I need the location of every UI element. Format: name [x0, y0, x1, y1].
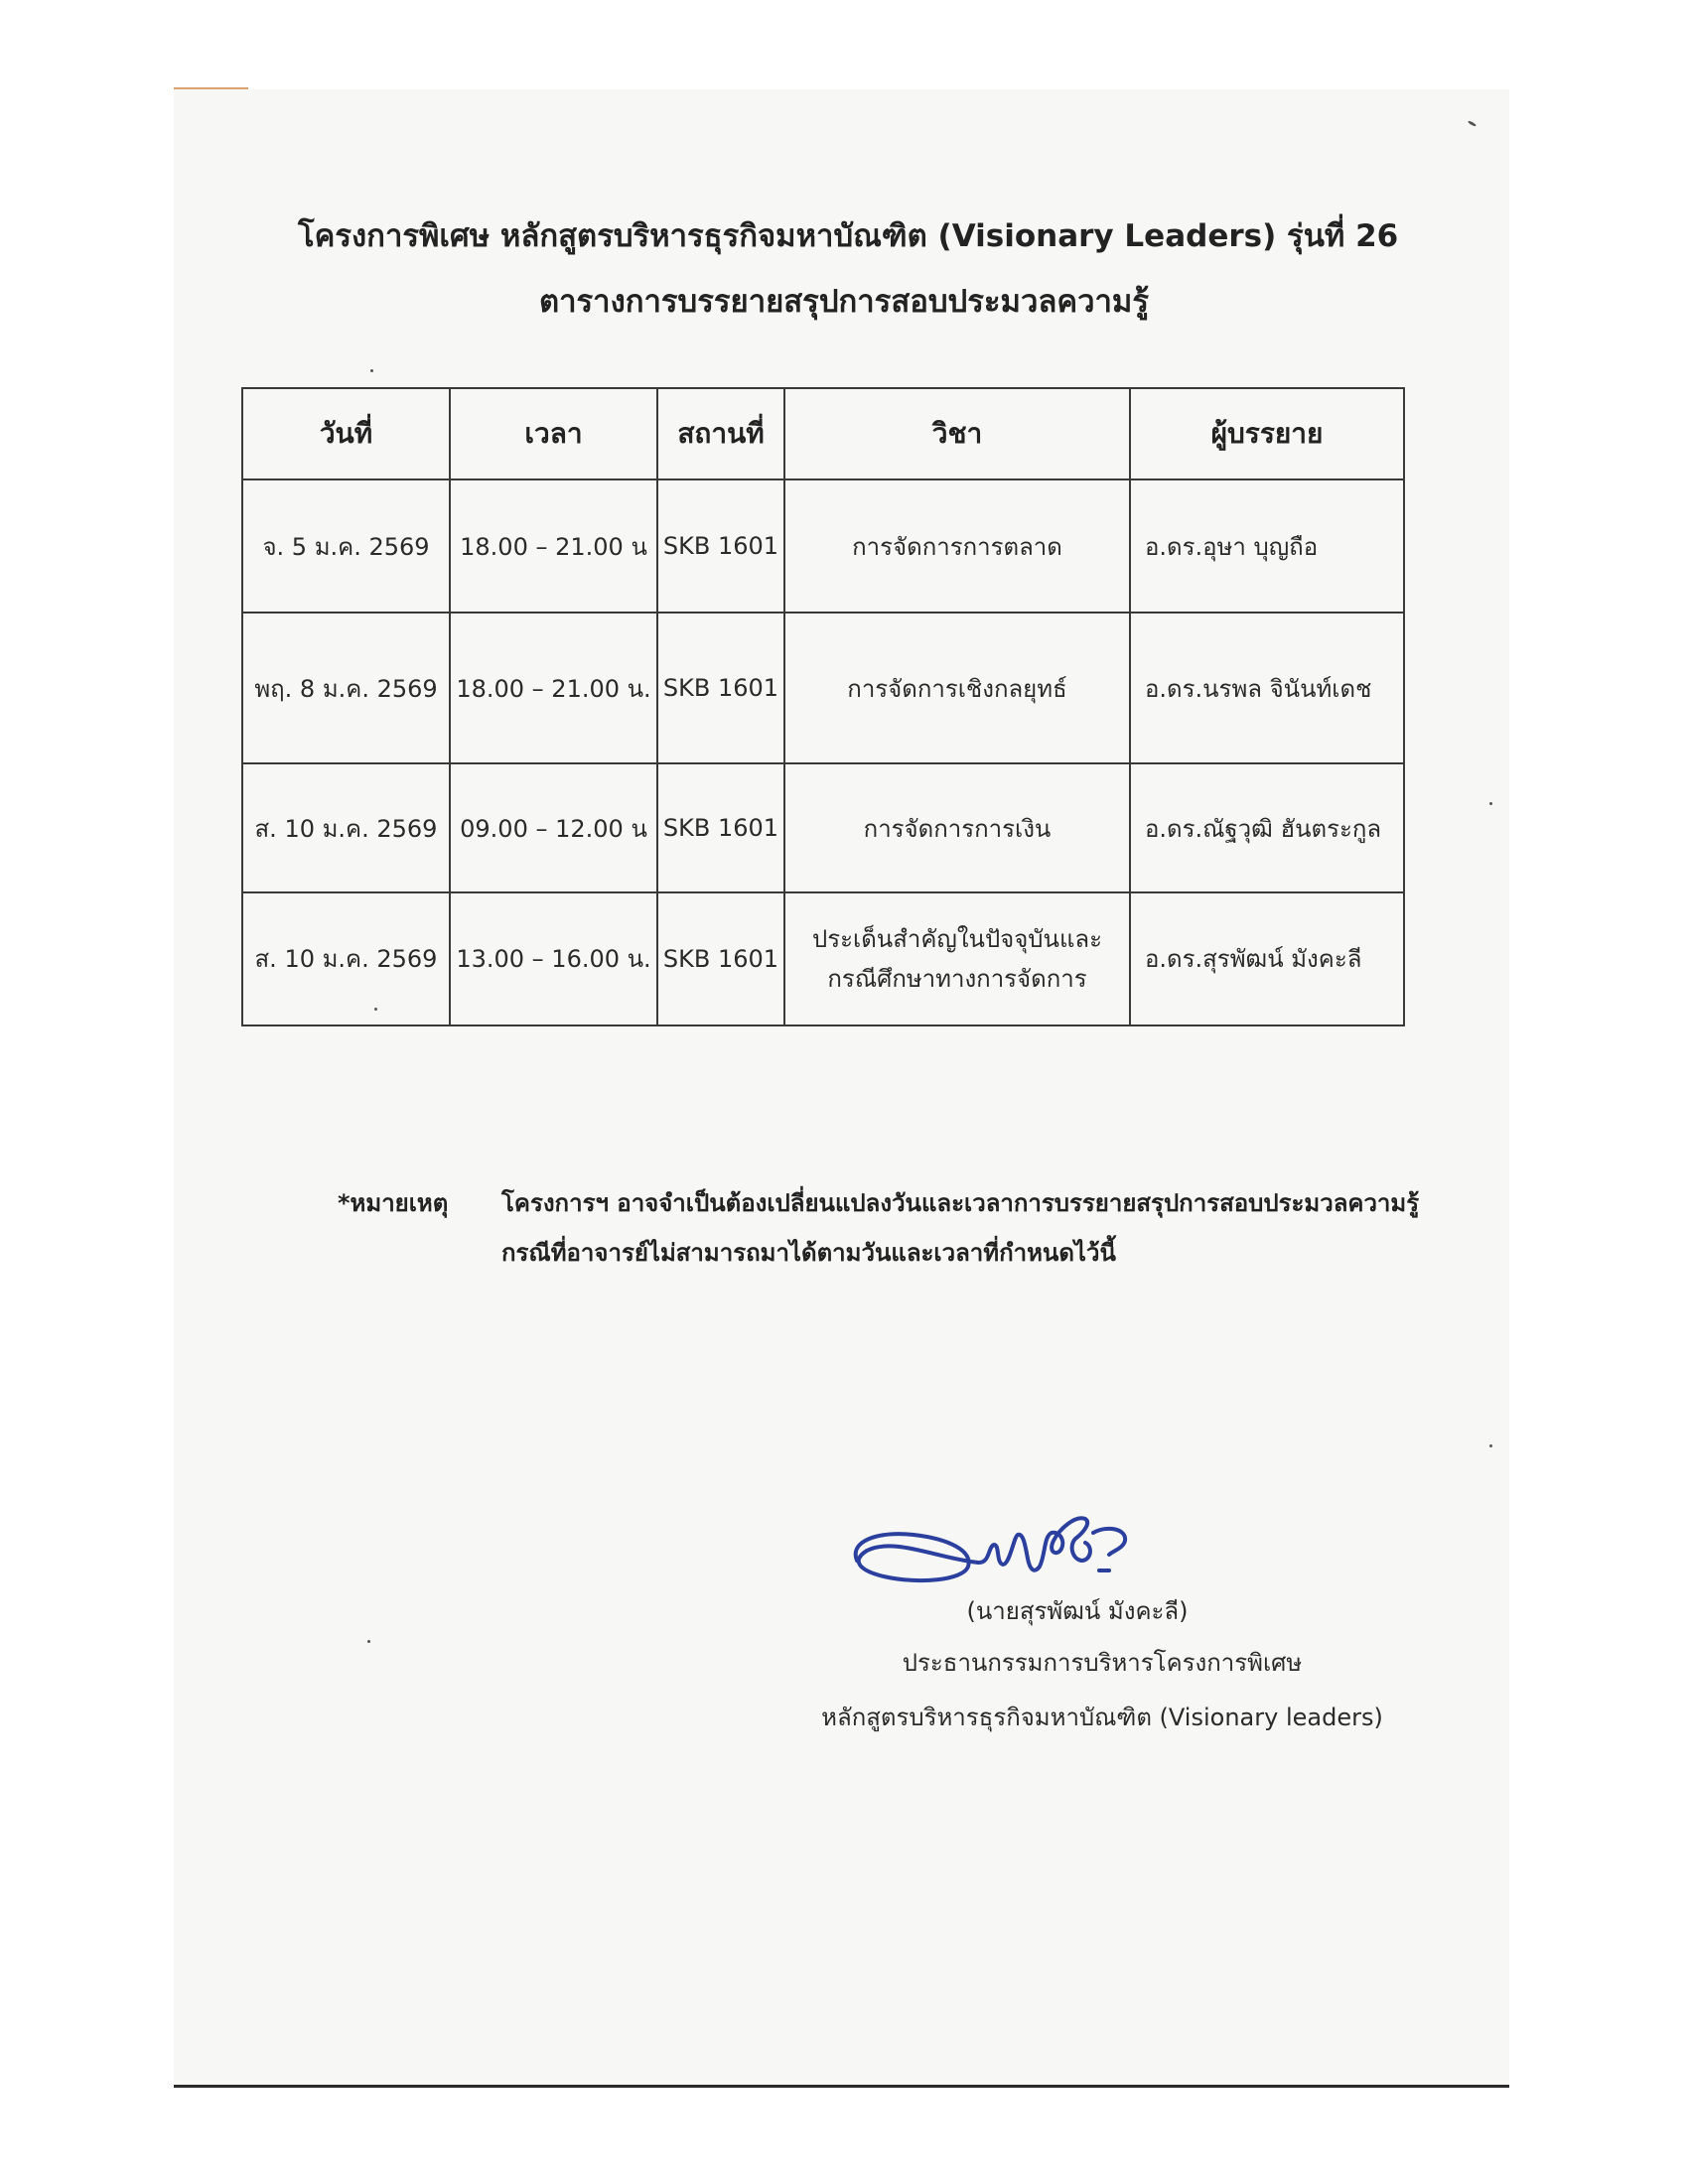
paper-edge-top: [174, 87, 248, 89]
cell-time: 18.00 – 21.00 น: [450, 479, 657, 613]
cell-lecturer: อ.ดร.นรพล จินันท์เดช: [1130, 613, 1404, 763]
cell-time: 09.00 – 12.00 น: [450, 763, 657, 892]
table-row: [242, 613, 1404, 763]
cell-subject: การจัดการการเงิน: [784, 763, 1130, 892]
cell-place: SKB 1601: [657, 479, 784, 613]
cell-date: ส. 10 ม.ค. 2569: [242, 892, 450, 1025]
header-place: สถานที่: [657, 388, 784, 479]
cell-place: SKB 1601: [657, 763, 784, 892]
signatory-program: หลักสูตรบริหารธุรกิจมหาบัณฑิต (Visionary leaders): [821, 1704, 1383, 1731]
note-text-line-1: โครงการฯ อาจจำเป็นต้องเปลี่ยนแปลงวันและเวลาการบรรยายสรุปการสอบประมวลความรู้: [501, 1189, 1420, 1217]
document-subtitle: ตารางการบรรยายสรุปการสอบประมวลความรู้: [538, 284, 1150, 320]
signatory-name: (นายสุรพัฒน์ มังคะลี): [966, 1597, 1189, 1625]
cell-date: ส. 10 ม.ค. 2569: [242, 763, 450, 892]
header-subject: วิชา: [784, 388, 1130, 479]
table-header-row: [242, 388, 1404, 479]
cell-place: SKB 1601: [657, 892, 784, 1025]
scan-speck: [370, 369, 373, 372]
handwritten-signature: [839, 1489, 1256, 1598]
table-row: [242, 479, 1404, 613]
cell-date: พฤ. 8 ม.ค. 2569: [242, 613, 450, 763]
scan-speck: [1489, 802, 1492, 805]
cell-date: จ. 5 ม.ค. 2569: [242, 479, 450, 613]
header-time: เวลา: [450, 388, 657, 479]
note-label: *หมายเหตุ: [338, 1189, 449, 1217]
cell-lecturer: อ.ดร.อุษา บุญถือ: [1130, 479, 1404, 613]
cell-subject-line-2: กรณีศึกษาทางการจัดการ: [827, 965, 1087, 993]
cell-place: SKB 1601: [657, 613, 784, 763]
cell-time: 13.00 – 16.00 น.: [450, 892, 657, 1025]
signatory-position: ประธานกรรมการบริหารโครงการพิเศษ: [902, 1649, 1303, 1677]
cell-time: 18.00 – 21.00 น.: [450, 613, 657, 763]
header-date: วันที่: [242, 388, 450, 479]
scan-speck: [367, 1640, 370, 1643]
cell-lecturer: อ.ดร.สุรพัฒน์ มังคะลี: [1130, 892, 1404, 1025]
header-lecturer: ผู้บรรยาย: [1130, 388, 1404, 479]
paper-edge-bottom: [174, 2085, 1509, 2088]
cell-lecturer: อ.ดร.ณัฐวุฒิ ฮันตระกูล: [1130, 763, 1404, 892]
schedule-table: [241, 387, 1405, 1026]
document-title: โครงการพิเศษ หลักสูตรบริหารธุรกิจมหาบัณฑิต (Visionary Leaders) รุ่นที่ 26: [298, 218, 1399, 254]
note-text-line-2: กรณีที่อาจารย์ไม่สามารถมาได้ตามวันและเวลาที่กำหนดไว้นี้: [501, 1239, 1116, 1267]
cell-subject: การจัดการเชิงกลยุทธ์: [784, 613, 1130, 763]
cell-subject: [784, 892, 1130, 1025]
cell-subject: การจัดการการตลาด: [784, 479, 1130, 613]
cell-subject-line-1: ประเด็นสำคัญในปัจจุบันและ: [811, 925, 1103, 953]
table-row: [242, 892, 1404, 1025]
scan-speck: [1489, 1444, 1492, 1447]
table-row: [242, 763, 1404, 892]
